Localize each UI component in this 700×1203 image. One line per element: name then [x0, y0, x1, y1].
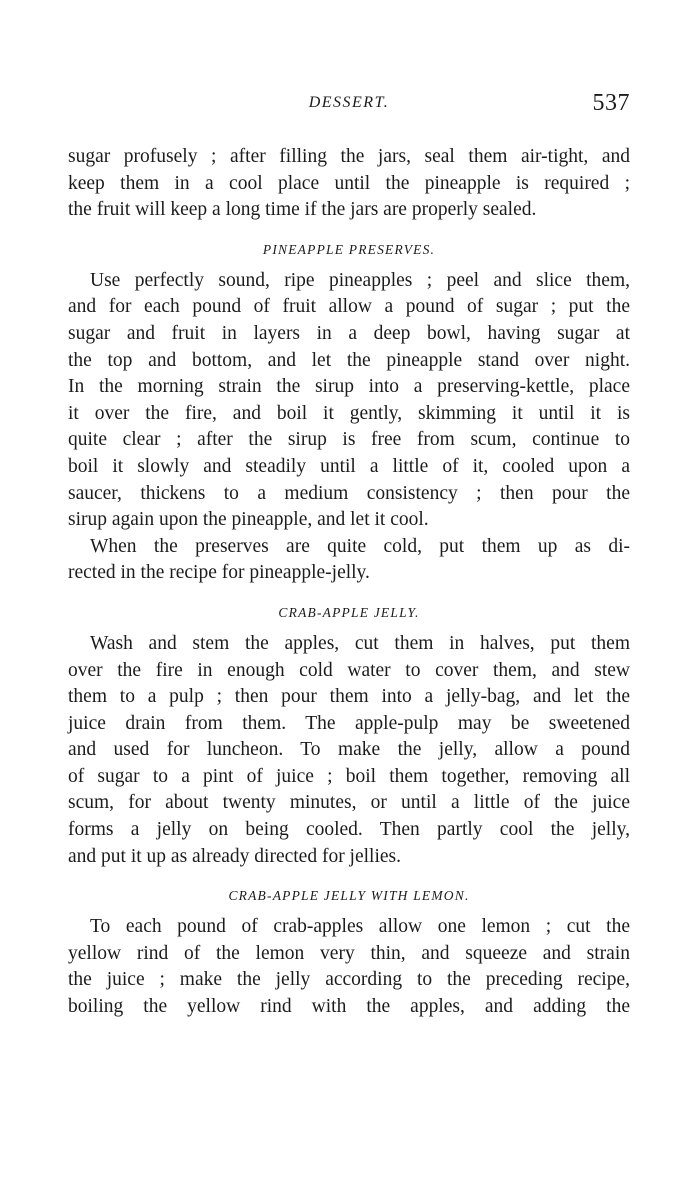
text-line: sugar profusely ; after filling the jars, seal them air-tight, and — [68, 146, 630, 167]
text-line: the juice ; make the jelly according to the preceding recipe, — [68, 969, 630, 991]
text-line: Wash and stem the apples, cut them in halves, put them — [90, 632, 630, 654]
text-line: quite clear ; after the sirup is free from scum, continue to — [68, 429, 630, 451]
text-line: rected in the recipe for pineapple-jelly. — [68, 562, 370, 584]
text-line: boiling the yellow rind with the apples, and adding the — [68, 996, 630, 1018]
text-line: saucer, thickens to a medium consistency ; then pour the — [68, 482, 630, 504]
body-text — [68, 144, 630, 1021]
text-line: the top and bottom, and let the pineapple stand over night. — [68, 349, 630, 371]
text-line: them to a pulp ; then pour them into a jelly-bag, and let the — [68, 686, 630, 708]
text-line: forms a jelly on being cooled. Then partly cool the jelly, — [68, 819, 630, 841]
section-heading-crab-apple-jelly: CRAB-APPLE JELLY. — [278, 604, 420, 620]
text-line: sirup again upon the pineapple, and let it cool. — [68, 509, 429, 531]
text-line: keep them in a cool place until the pineapple is required ; — [68, 172, 630, 194]
text-line: yellow rind of the lemon very thin, and squeeze and strain — [68, 942, 630, 964]
text-line: scum, for about twenty minutes, or until a little of the juice — [68, 792, 630, 814]
section-heading-pineapple-preserves: PINEAPPLE PRESERVES. — [262, 241, 436, 257]
text-line: When the preserves are quite cold, put them up as di- — [90, 535, 630, 557]
text-line: and put it up as already directed for jellies. — [68, 845, 402, 867]
text-line: juice drain from them. The apple-pulp may be sweetened — [68, 712, 630, 734]
text-line: it over the fire, and boil it gently, skimming it until it is — [68, 402, 630, 424]
text-line: and for each pound of fruit allow a pound of sugar ; put the — [68, 296, 630, 318]
text-line: boil it slowly and steadily until a little of it, cooled upon a — [68, 455, 630, 477]
text-line: In the morning strain the sirup into a preserving-kettle, place — [68, 376, 630, 398]
text-line: Use perfectly sound, ripe pineapples ; peel and slice them, — [90, 269, 630, 291]
text-line: of sugar to a pint of juice ; boil them together, removing all — [68, 765, 630, 787]
text-line: sugar and fruit in layers in a deep bowl, having sugar at — [68, 322, 630, 344]
page-number: 537 — [592, 90, 630, 116]
text-line: the fruit will keep a long time if the jars are properly sealed. — [68, 199, 537, 221]
section-heading-crab-apple-jelly-with-lemon: CRAB-APPLE JELLY WITH LEMON. — [228, 888, 470, 904]
running-title: DESSERT. — [308, 94, 390, 111]
running-head — [68, 92, 630, 122]
text-line: over the fire in enough cold water to cover them, and stew — [68, 659, 630, 681]
text-line: and used for luncheon. To make the jelly, allow a pound — [68, 739, 630, 761]
text-line: To each pound of crab-apples allow one lemon ; cut the — [90, 916, 630, 938]
